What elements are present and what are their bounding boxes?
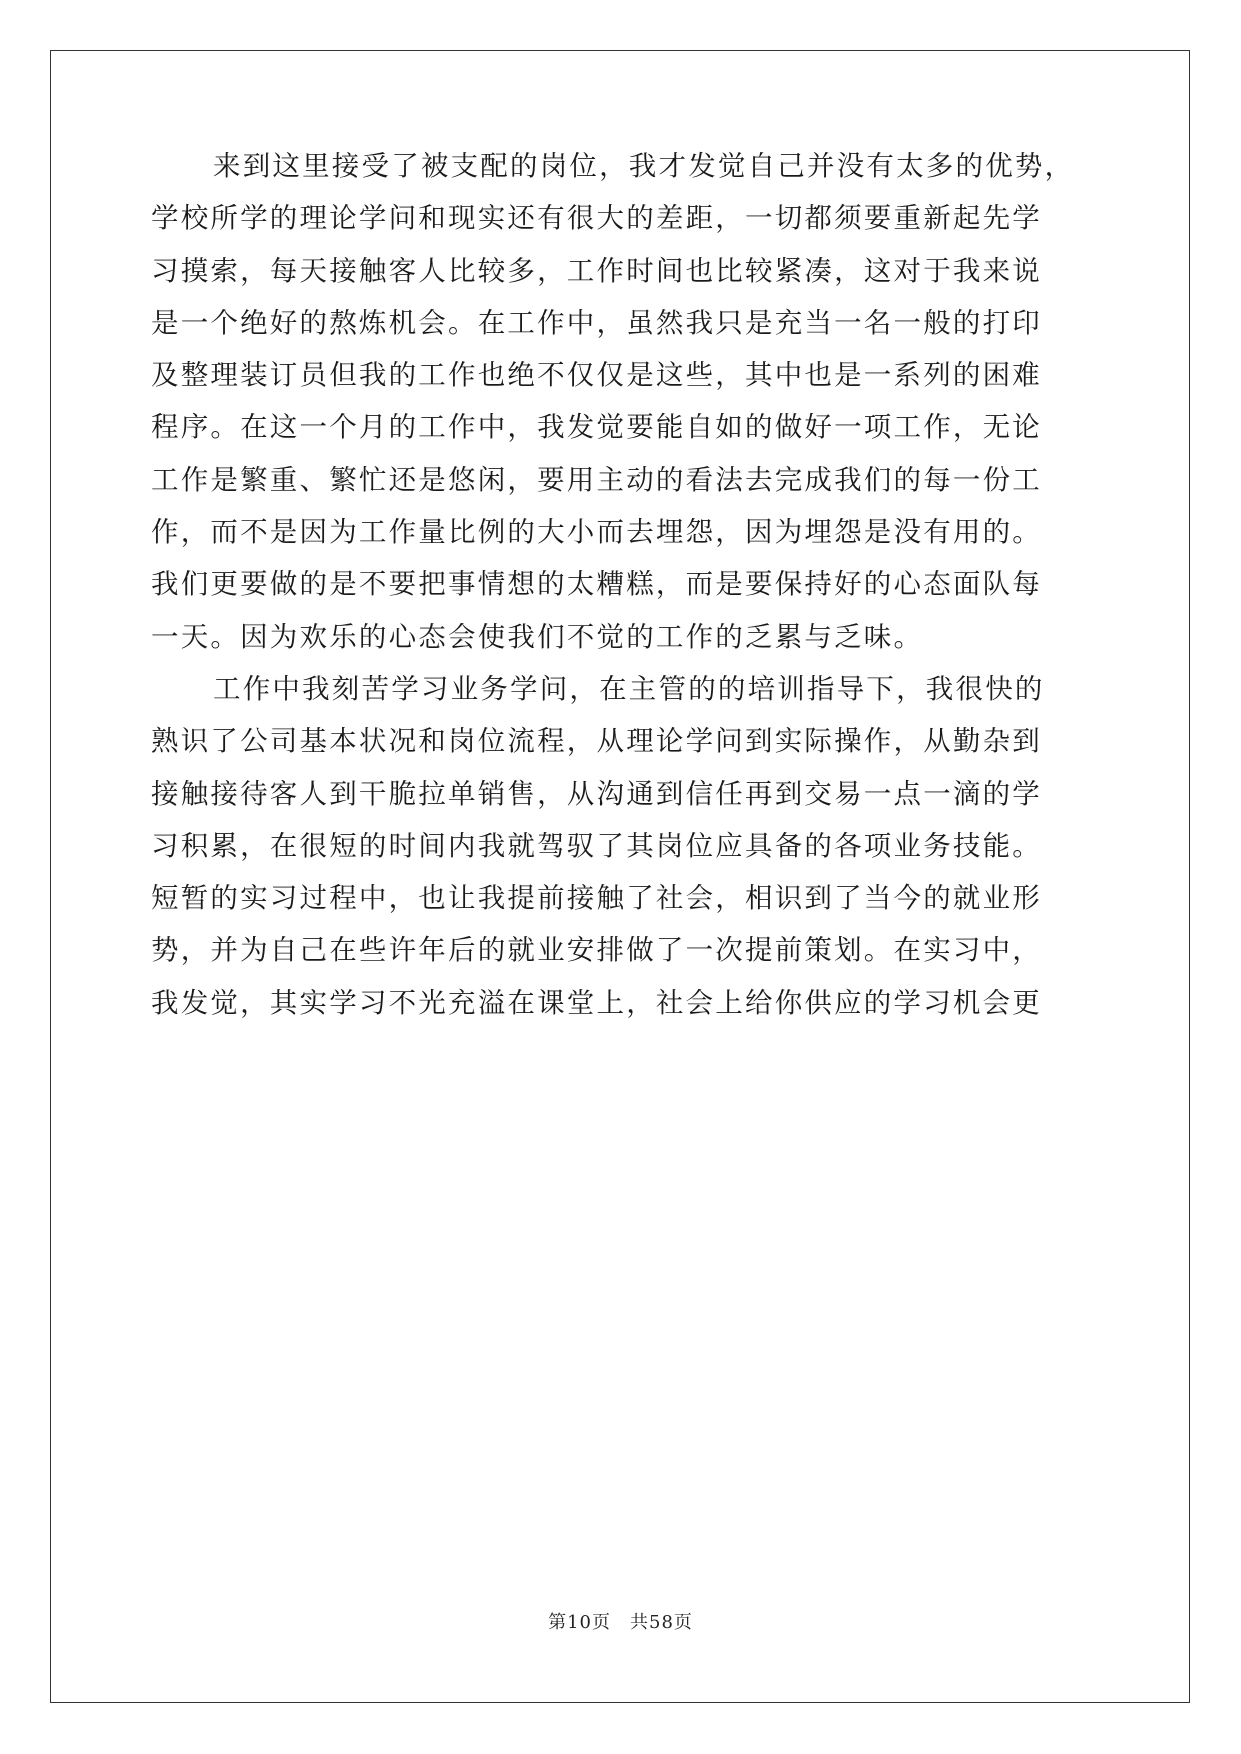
text-line: 作，而不是因为工作量比例的大小而去埋怨，因为埋怨是没有用的。 [151, 516, 1042, 549]
text-line: 短暂的实习过程中，也让我提前接触了社会，相识到了当今的就业形 [151, 882, 1042, 915]
text-line: 习积累，在很短的时间内我就驾驭了其岗位应具备的各项业务技能。 [151, 829, 1042, 862]
text-line: 来到这里接受了被支配的岗位，我才发觉自己并没有太多的优势， [213, 150, 1075, 182]
document-body [151, 150, 1091, 1044]
text-line: 工作中我刻苦学习业务学问，在主管的的培训指导下，我很快的 [213, 672, 1045, 705]
text-line: 我发觉，其实学习不光充溢在课堂上，社会上给你供应的学习机会更 [151, 986, 1042, 1019]
text-line: 势，并为自己在些许年后的就业安排做了一次提前策划。在实习中， [151, 934, 1042, 967]
text-line: 熟识了公司基本状况和岗位流程，从理论学问到实际操作，从勤杂到 [151, 725, 1042, 758]
text-line: 学校所学的理论学问和现实还有很大的差距，一切都须要重新起先学 [151, 202, 1042, 235]
paragraph-1 [151, 126, 1091, 678]
page-number-footer: 第10页 共58页 [548, 1612, 693, 1633]
text-line: 一天。因为欢乐的心态会使我们不觉的工作的乏累与乏味。 [151, 620, 924, 653]
text-line: 工作是繁重、繁忙还是悠闲，要用主动的看法去完成我们的每一份工 [151, 463, 1042, 496]
text-line: 是一个绝好的熬炼机会。在工作中，虽然我只是充当一名一般的打印 [151, 306, 1042, 339]
text-line: 我们更要做的是不要把事情想的太糟糕，而是要保持好的心态面队每 [151, 568, 1042, 601]
paragraph-2 [151, 649, 1091, 1044]
text-line: 接触接待客人到干脆拉单销售，从沟通到信任再到交易一点一滴的学 [151, 777, 1042, 810]
text-line: 程序。在这一个月的工作中，我发觉要能自如的做好一项工作，无论 [151, 411, 1042, 444]
text-line: 及整理装订员但我的工作也绝不仅仅是这些，其中也是一系列的困难 [151, 359, 1042, 392]
text-line: 习摸索，每天接触客人比较多，工作时间也比较紧凑，这对于我来说 [151, 254, 1042, 287]
